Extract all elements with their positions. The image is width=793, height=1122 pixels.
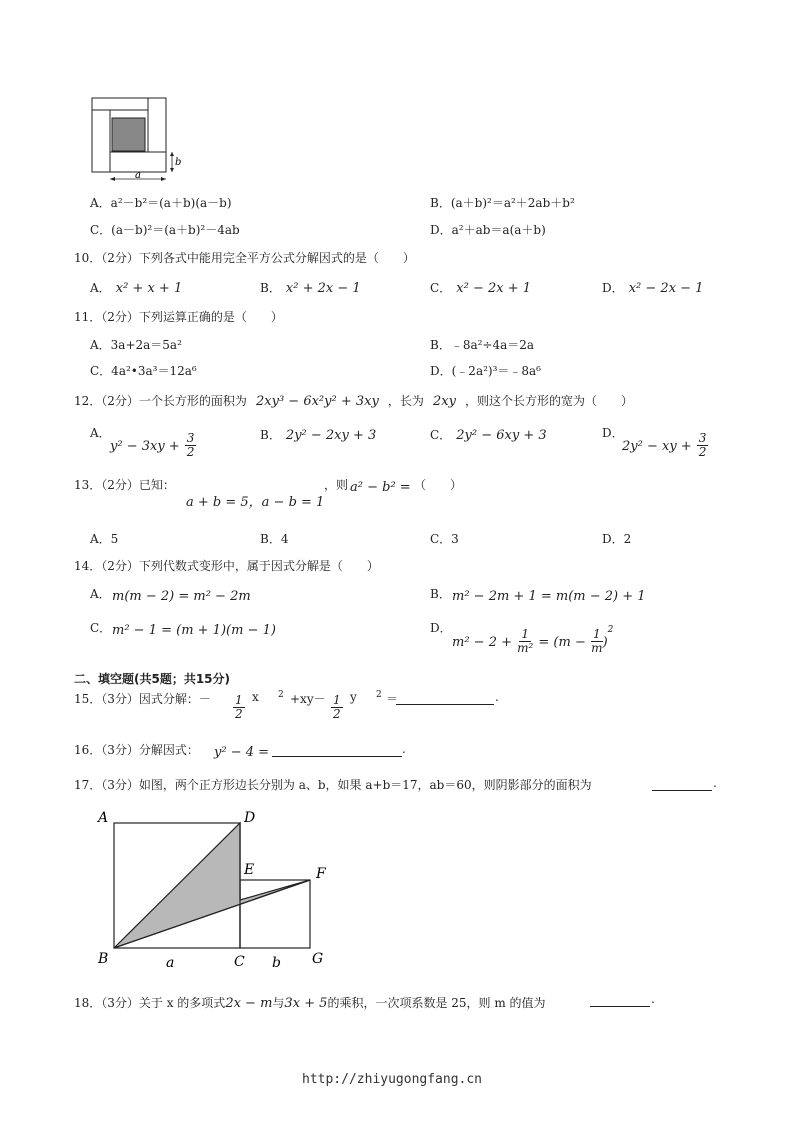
q12-option-c-expr: 2y² − 6xy + 3 — [456, 428, 547, 443]
q9-option-c: C．(a－b)²＝(a＋b)²－4ab — [90, 223, 240, 237]
q12-option-c-letter: C． — [430, 428, 452, 442]
q15-exp2: 2 — [376, 690, 382, 700]
q12-option-a-letter: A． — [90, 426, 111, 440]
q11-option-a: A．3a+2a＝5a² — [90, 338, 182, 352]
q17-label-e-point: E — [244, 862, 255, 878]
q11-stem: 11．（2分）下列运算正确的是（ ） — [74, 310, 283, 324]
q14-option-a-letter: A． — [90, 587, 111, 601]
q14-option-d-fraction2: $\frac{1}{m}$ — [591, 627, 603, 655]
q10-option-d — [602, 277, 703, 296]
q9-option-d: D．a²＋ab＝a(a＋b) — [430, 223, 546, 237]
q9-figure-label-a: a — [135, 170, 141, 181]
q12-option-d-fraction: $\frac{3}{2}$ — [698, 431, 707, 459]
q12-stem-post: ，则这个长方形的宽为（ ） — [465, 394, 634, 408]
q11-option-b: B．﹣8a²÷4a＝2a — [430, 338, 535, 352]
footer-url[interactable]: http://zhiyugongfang.cn — [302, 1072, 483, 1087]
q15-mid: +xy－ — [290, 692, 326, 706]
q15-stem: 15．（3分）因式分解：－ — [74, 692, 211, 706]
q13-option-c: C．3 — [430, 532, 459, 546]
q10-option-a-expr: x² + x + 1 — [115, 281, 183, 296]
q17-stem: 17．（3分）如图，两个正方形边长分别为 a、b，如果 a+b＝17，ab＝60，则阴影部分的面积为 — [74, 778, 592, 792]
q17-figure — [94, 806, 344, 976]
q15-eq: ＝ — [386, 692, 399, 706]
q17-label-d-point: D — [244, 810, 256, 826]
q9-figure — [88, 94, 188, 184]
q15-frac1: $\frac{1}{2}$ — [235, 693, 243, 721]
q14-option-d-letter: D． — [430, 621, 452, 635]
q10-option-b-expr: x² + 2x − 1 — [285, 281, 361, 296]
q10-stem: 10．（2分）下列各式中能用完全平方公式分解因式的是（ ） — [74, 251, 415, 265]
q10-option-a-letter: A． — [90, 281, 111, 295]
q17-label-c-point: C — [234, 954, 245, 970]
q12-option-a — [110, 432, 196, 459]
section-2-title: 二、填空题(共5题；共15分) — [74, 672, 231, 686]
q14-option-b-expr: m² − 2m + 1 = m(m − 2) + 1 — [452, 589, 646, 604]
q10-option-d-letter: D． — [602, 281, 624, 295]
q17-label-b-point: B — [98, 951, 109, 967]
q13-option-d: D．2 — [602, 532, 632, 546]
q15-x: x — [252, 690, 259, 704]
q18-stem — [74, 992, 546, 1011]
q18-poly2: 3x + 5 — [284, 996, 328, 1011]
q17-label-a-side: a — [166, 955, 175, 971]
q15-frac2: $\frac{1}{2}$ — [333, 693, 341, 721]
q14-option-d-post: ) — [602, 635, 608, 650]
q18-stem-pre: 18．（3分）关于 x 的多项式 — [74, 996, 226, 1010]
q14-option-d-exp: 2 — [607, 625, 614, 635]
q16-answer-blank[interactable] — [272, 756, 402, 757]
q12-stem-pre: 12．（2分）一个长方形的面积为 — [74, 394, 247, 408]
q17-label-g-point: G — [312, 951, 324, 967]
q11-option-c: C．4a²•3a³＝12a⁶ — [90, 364, 197, 378]
q14-option-d-pre: m² − 2 + — [452, 635, 512, 650]
q18-end: . — [651, 992, 655, 1006]
q14-option-d-mid: = (m − — [538, 635, 586, 650]
q15-y: y — [350, 690, 357, 704]
q17-end: . — [713, 776, 717, 790]
q12-option-c — [430, 424, 547, 443]
q18-stem-mid: 与 — [272, 996, 285, 1010]
q17-label-f-point: F — [316, 866, 326, 882]
q16-end: . — [402, 742, 406, 756]
q12-option-b-expr: 2y² − 2xy + 3 — [285, 428, 377, 443]
q13-option-a: A．5 — [90, 532, 119, 546]
q13-stem-pre: 13．（2分）已知： — [74, 478, 175, 492]
q14-option-d-fraction: $\frac{1}{\text{m²}}$ — [517, 627, 534, 655]
q15-answer-blank[interactable] — [396, 704, 494, 705]
q12-stem — [74, 390, 633, 409]
q10-option-a — [90, 277, 182, 296]
q12-option-a-expr: y² − 3xy + — [110, 439, 180, 454]
q10-option-c-letter: C． — [430, 281, 452, 295]
q13-option-b: B．4 — [260, 532, 289, 546]
q12-option-b — [260, 424, 376, 443]
q13-stem-post: （ ） — [414, 478, 463, 492]
q12-option-a-fraction: $\frac{3}{2}$ — [186, 431, 195, 459]
q15-end: . — [495, 690, 499, 704]
q18-answer-blank[interactable] — [590, 1006, 650, 1007]
q12-length-expr: 2xy — [433, 394, 456, 409]
q17-answer-blank[interactable] — [652, 790, 712, 791]
q14-option-d-expr — [452, 625, 613, 655]
q12-option-d-letter: D． — [602, 426, 624, 440]
q13-target-expr: a² − b² = — [350, 480, 411, 495]
q14-option-c-expr: m² − 1 = (m + 1)(m − 1) — [112, 623, 276, 638]
q14-option-a-expr: m(m − 2) = m² − 2m — [112, 589, 251, 604]
q12-option-d-expr: 2y² − xy + — [622, 439, 692, 454]
q10-option-b — [260, 277, 361, 296]
q16-stem: 16．（3分）分解因式： — [74, 743, 199, 757]
q12-area-expr: 2xy³ − 6x²y² + 3xy — [256, 394, 379, 409]
q12-option-d — [622, 432, 708, 459]
q10-option-d-expr: x² − 2x − 1 — [628, 281, 704, 296]
q17-label-b-side: b — [272, 955, 281, 971]
q10-option-c — [430, 277, 531, 296]
q18-stem-post: 的乘积，一次项系数是 25，则 m 的值为 — [327, 996, 546, 1010]
q14-option-c-letter: C． — [90, 621, 112, 635]
q11-option-d: D．(﹣2a²)³＝﹣8a⁶ — [430, 364, 541, 378]
q9-figure-label-b: b — [175, 157, 182, 168]
q15-exp1: 2 — [278, 690, 284, 700]
q13-given-expr: a + b = 5，a − b = 1 — [186, 495, 325, 510]
q9-option-b: B．(a＋b)²＝a²＋2ab＋b² — [430, 196, 575, 210]
q9-option-a: A．a²－b²＝(a＋b)(a－b) — [90, 196, 232, 210]
q13-stem-mid: ，则 — [324, 478, 349, 492]
q14-option-b-letter: B． — [430, 587, 451, 601]
q12-stem-mid: ，长为 — [387, 394, 424, 408]
q17-label-a-point: A — [98, 810, 109, 826]
q10-option-c-expr: x² − 2x + 1 — [456, 281, 532, 296]
q16-expr: y² − 4 = — [214, 745, 270, 760]
q18-poly1: 2x − m — [225, 996, 273, 1011]
q10-option-b-letter: B． — [260, 281, 281, 295]
q14-stem: 14．（2分）下列代数式变形中，属于因式分解是（ ） — [74, 559, 379, 573]
q12-option-b-letter: B． — [260, 428, 281, 442]
